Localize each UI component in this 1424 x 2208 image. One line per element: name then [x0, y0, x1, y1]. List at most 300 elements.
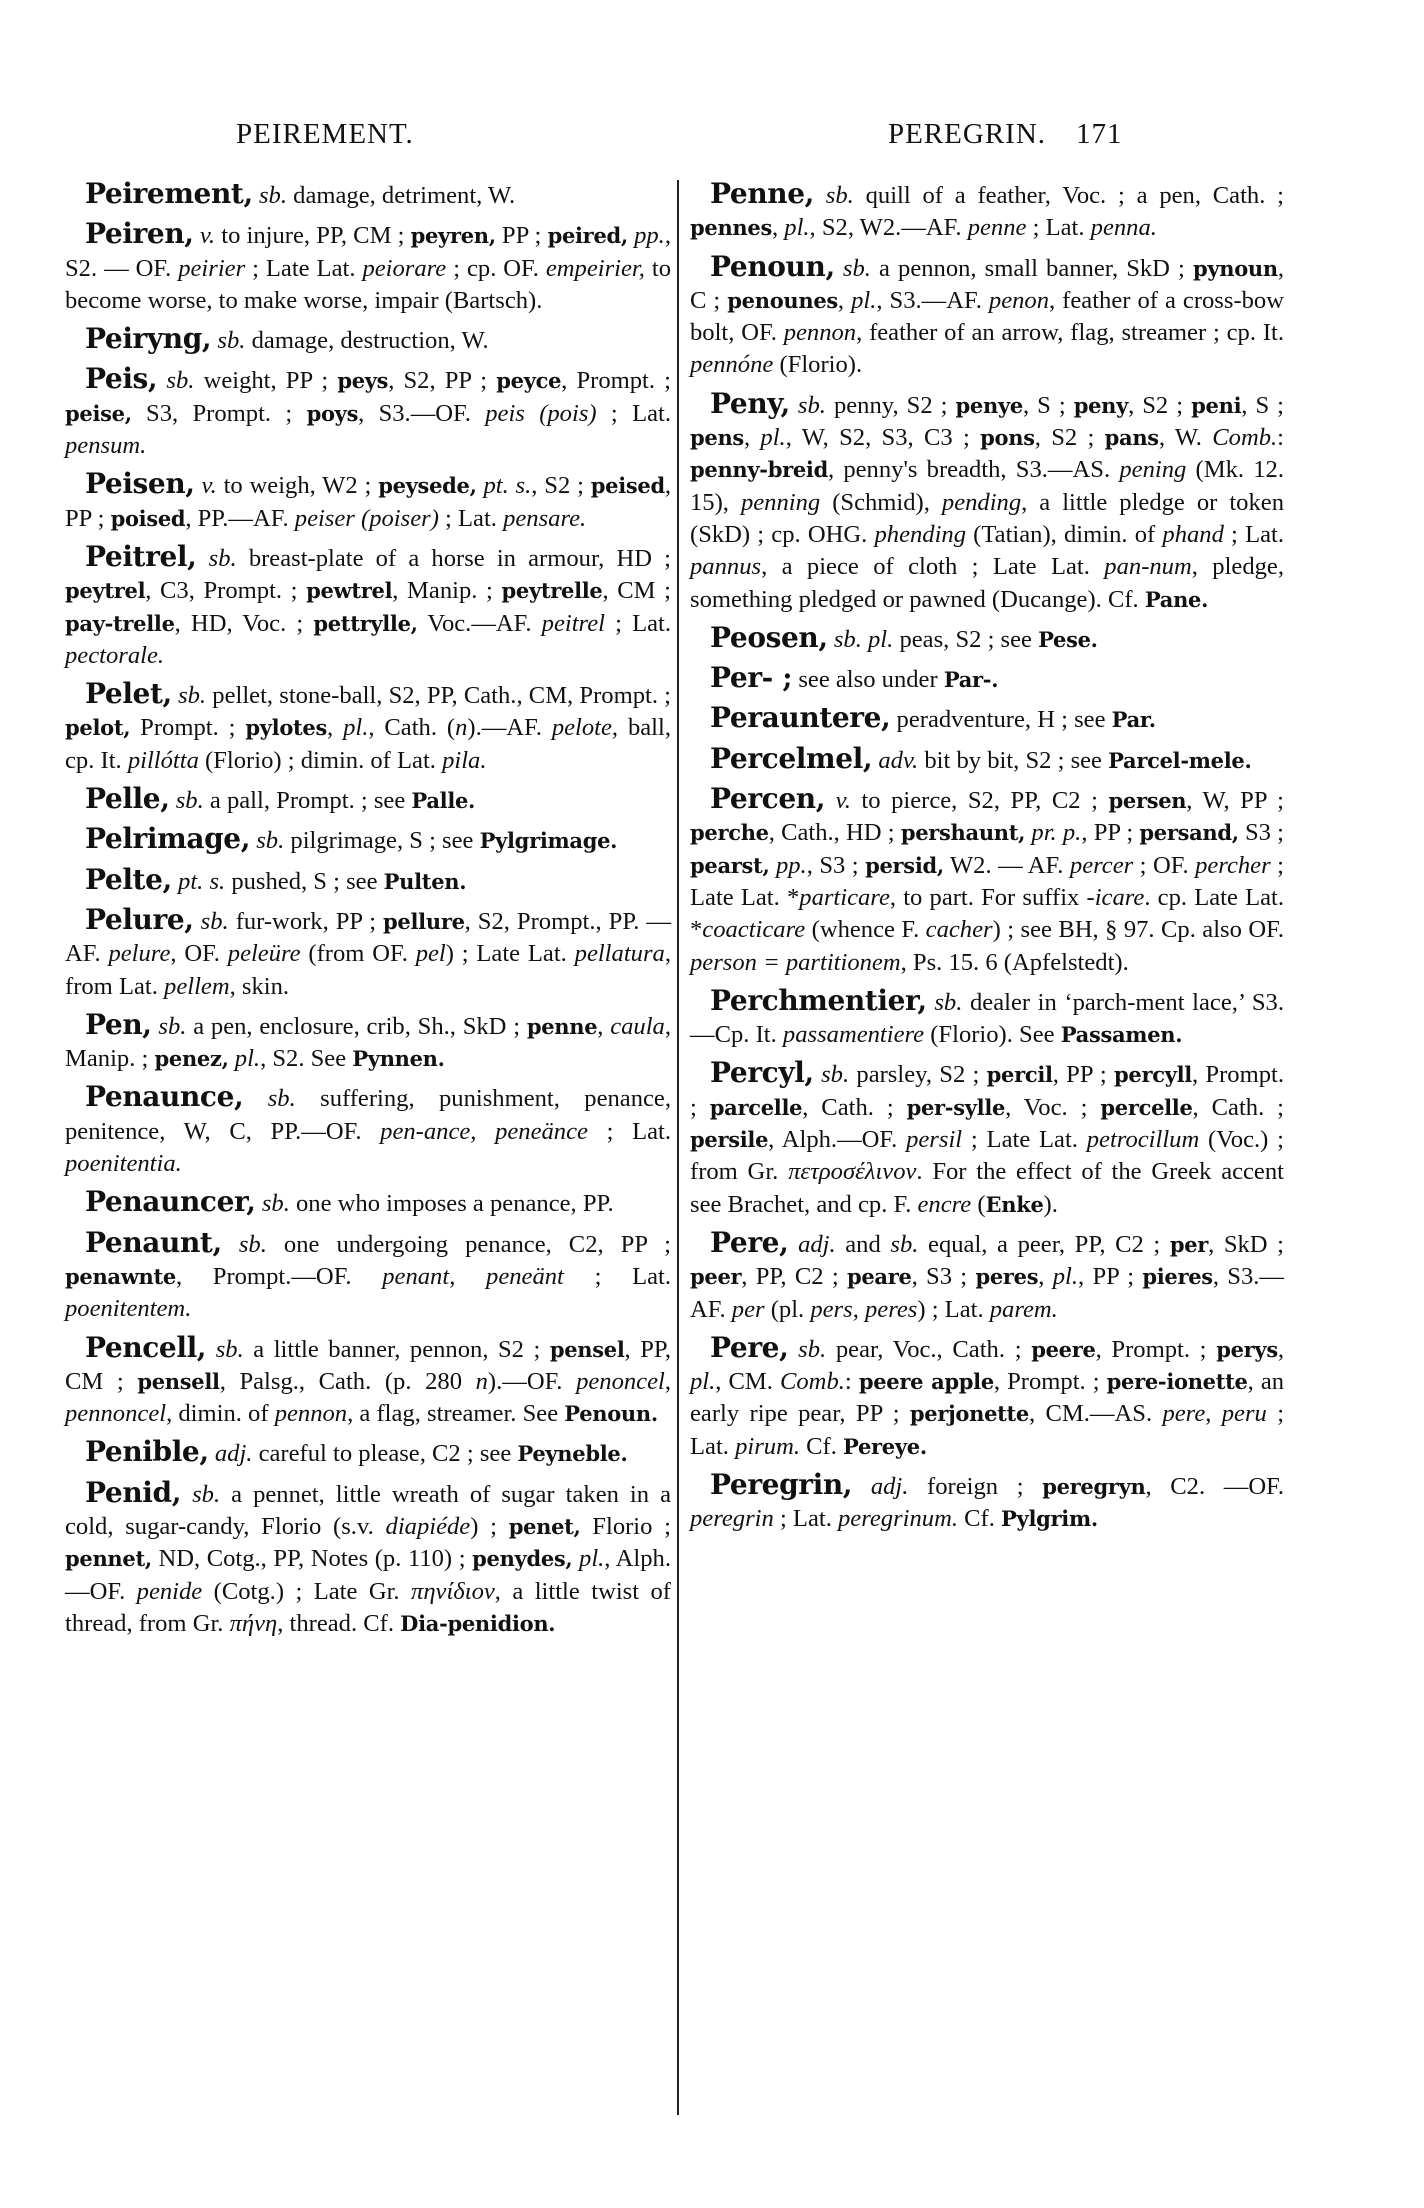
dictionary-entry [65, 541, 671, 672]
definition-text: , Alph.—OF. [65, 1545, 672, 1605]
definition-text: a pennet, little wreath of sugar taken in a cold, sugar-candy, Florio (s.v. [65, 1480, 671, 1540]
definition-text: ; Lat. [773, 1505, 838, 1533]
definition-text: ; cp. OF. [446, 254, 546, 282]
definition-text: S3 ; [1238, 819, 1285, 847]
headword: Percen, [710, 782, 826, 816]
italic-text: pr. p. [1031, 819, 1082, 847]
definition-text: quill of a feather, Voc. ; a pen, Cath. ; [853, 182, 1284, 209]
definition-text: ; Late Lat. [245, 254, 363, 282]
definition-text [788, 1336, 798, 1363]
italic-text: peiser (poiser) [294, 504, 439, 532]
dictionary-entry [65, 678, 671, 777]
italic-text: pannus [690, 553, 762, 581]
definition-text: foreign ; [908, 1472, 1043, 1500]
definition-text: weight, PP ; [194, 367, 338, 395]
headword: Pelrimage, [85, 822, 251, 856]
italic-text: pelote [551, 714, 612, 742]
italic-text: cacher [925, 916, 993, 944]
definition-text: , C ; [690, 254, 1284, 314]
headword: Penaunce, [85, 1080, 244, 1114]
definition-text: , S2 ; [531, 472, 591, 500]
headword: Pelure, [85, 902, 194, 936]
italic-text: person = partitionem [690, 948, 901, 976]
variant-form: pettrylle, [313, 610, 418, 636]
definition-text [814, 1061, 821, 1088]
italic-text: pan-num [1104, 553, 1192, 581]
italic-text: peirier [178, 254, 246, 282]
definition-text [825, 787, 836, 814]
variant-form: peyce [496, 368, 562, 394]
definition-text: ) ; Lat. [917, 1295, 990, 1323]
variant-form: penye [955, 392, 1023, 418]
variant-form: pershaunt, [900, 820, 1026, 846]
headword: Percyl, [710, 1056, 814, 1090]
definition-text: to pierce, S2, PP, C2 ; [850, 787, 1109, 815]
variant-form: peres [975, 1264, 1039, 1290]
definition-text: ; Lat. [438, 504, 504, 532]
definition-text: , a flag, streamer. See [347, 1400, 565, 1428]
definition-text: ; Late Lat. * [690, 851, 1284, 911]
definition-text [835, 255, 843, 282]
italic-text: adj. [798, 1230, 836, 1258]
italic-text: sb. [238, 1230, 267, 1258]
italic-text: pensare. [503, 504, 587, 532]
definition-text: , S ; [1241, 391, 1284, 419]
italic-text: pere [1162, 1400, 1206, 1428]
definition-text: (pl. [764, 1295, 811, 1323]
italic-text: phending [874, 520, 966, 548]
dictionary-entry [65, 904, 671, 1003]
variant-form: penawnte [65, 1263, 176, 1289]
definition-text: Cf. [958, 1505, 1002, 1533]
definition-text: , [664, 1367, 672, 1395]
italic-text: peregrinum. [838, 1505, 958, 1533]
definition-text: ; OF. [1133, 851, 1196, 879]
definition-text: , Prompt. ; [993, 1368, 1107, 1396]
italic-text: sb. [258, 182, 287, 209]
italic-text: pila. [442, 746, 487, 774]
italic-text: sb. [797, 391, 826, 419]
definition-text: , to part. For suffix - [889, 883, 1095, 911]
variant-form: percelle [1100, 1094, 1193, 1120]
italic-text: sb. [217, 327, 246, 355]
definition-text: , PP, CM ; [65, 1335, 671, 1395]
definition-text: , [327, 714, 344, 742]
variant-form: per-sylle [906, 1094, 1006, 1120]
dictionary-entry [65, 783, 671, 817]
headword: Per- ; [710, 661, 793, 695]
variant-form: pelot, [65, 715, 131, 741]
definition-text: Florio ; [580, 1512, 671, 1540]
definition-text: , S2, Prompt., PP. — AF. [65, 907, 672, 968]
italic-text: sb. [821, 1061, 850, 1089]
variant-form: peys [337, 368, 389, 394]
headword: Pelet, [85, 677, 172, 711]
definition-text: (Schmid), [820, 488, 942, 516]
variant-form: poised [110, 505, 186, 531]
definition-text: , Prompt. ; [690, 1061, 1284, 1121]
definition-text: ).—OF. [487, 1367, 577, 1395]
definition-text: (Florio). See [924, 1021, 1061, 1049]
headword: Peregrin, [710, 1467, 853, 1501]
definition-text: a pennon, small banner, SkD ; [870, 254, 1193, 282]
italic-text: sb. [798, 1335, 827, 1363]
definition-text: pear, Voc., Cath. ; [826, 1335, 1032, 1363]
variant-form: Par-. [943, 667, 999, 693]
variant-form: penez, [154, 1046, 229, 1072]
definition-text: , W. [1158, 424, 1213, 452]
column-divider [677, 180, 679, 2115]
italic-text: sb. [256, 827, 285, 855]
definition-text: and [835, 1230, 891, 1258]
definition-text: Cf. [800, 1432, 844, 1460]
italic-text: poenitentia. [65, 1150, 182, 1178]
dictionary-entry [690, 178, 1284, 245]
definition-text: , Ps. 15. 6 (Apfelstedt). [900, 948, 1129, 976]
variant-form: Pulten. [383, 868, 467, 894]
definition-text: (from OF. [300, 940, 416, 968]
definition-text: (Florio) ; dimin. of Lat. [198, 746, 443, 774]
headword: Peirement, [85, 177, 253, 210]
italic-text: caula [610, 1012, 665, 1040]
definition-text [788, 1231, 798, 1258]
headword: Perchmentier, [710, 983, 927, 1017]
dictionary-entry [65, 823, 671, 857]
definition-text: , dimin. of [166, 1400, 275, 1428]
italic-text: pl. [784, 214, 810, 242]
definition-text: damage, destruction, W. [245, 327, 489, 355]
variant-form: Parcel-mele. [1108, 747, 1252, 773]
definition-text: ) ; [470, 1512, 509, 1540]
italic-text: pl. [579, 1545, 605, 1573]
italic-text: per [731, 1295, 765, 1323]
variant-form: Pylgrim. [1001, 1506, 1098, 1532]
headword: Penoun, [710, 249, 835, 283]
variant-form: Par. [1111, 707, 1156, 733]
headword: Peiryng, [85, 322, 212, 356]
variant-form: pans [1104, 425, 1159, 451]
definition-text: ). [1043, 1190, 1058, 1218]
definition-text: , PP ; [65, 472, 671, 532]
variant-form: percil [986, 1062, 1053, 1088]
italic-text: n [475, 1367, 488, 1395]
headword: Percelmel, [710, 741, 873, 775]
variant-form: parcelle [709, 1094, 803, 1120]
variant-form: pynoun [1192, 255, 1278, 281]
definition-text: fur-work, PP ; [228, 907, 384, 935]
italic-text: adj. [214, 1440, 253, 1468]
variant-form: peni [1191, 392, 1242, 418]
variant-form: peytrelle [501, 578, 603, 604]
definition-text: equal, a peer, PP, C2 ; [918, 1230, 1170, 1258]
definition-text: , a piece of cloth ; Late Lat. [761, 553, 1105, 581]
definition-text: one who imposes a penance, PP. [289, 1190, 614, 1218]
variant-form: peysede, [378, 473, 477, 499]
definition-text: one undergoing penance, C2, PP ; [266, 1230, 671, 1258]
italic-text: pl. [760, 424, 786, 452]
variant-form: pensel [549, 1336, 625, 1362]
italic-text: penon [988, 286, 1050, 314]
definition-text: ND, Cotg., PP, Notes (p. 110) ; [151, 1545, 473, 1573]
italic-text: sb. [215, 1335, 244, 1363]
variant-form: peere [1031, 1336, 1096, 1362]
definition-text: parsley, S2 ; [849, 1061, 987, 1089]
dictionary-entry [65, 1477, 671, 1640]
variant-form: peise, [65, 400, 132, 426]
italic-text: poenitentem. [65, 1295, 192, 1323]
definition-text: , PP ; [1081, 819, 1140, 847]
italic-text: peregrin [690, 1505, 774, 1533]
definition-text: peradventure, H ; see [890, 706, 1112, 734]
italic-text: sb. [200, 907, 229, 935]
definition-text: ; Late Lat. [962, 1126, 1087, 1154]
italic-text: adv. [878, 746, 919, 774]
italic-text: pp. [634, 222, 665, 250]
dictionary-entry [65, 864, 671, 898]
definition-text: , S ; [1022, 391, 1074, 419]
definition-text: , PP ; [1052, 1061, 1115, 1089]
definition-text: , CM.—AS. [1029, 1400, 1163, 1428]
definition-text: , thread. Cf. [277, 1609, 401, 1637]
italic-text: sb. [261, 1190, 290, 1218]
definition-text [814, 182, 826, 209]
definition-text: : [1277, 424, 1285, 452]
definition-text: PP ; [495, 222, 548, 250]
italic-text: pending [941, 488, 1022, 516]
definition-text: ; Lat. [690, 1400, 1285, 1460]
definition-text: , an early ripe pear, PP ; [690, 1368, 1285, 1428]
dictionary-entry [65, 1081, 671, 1180]
definition-text: , [837, 286, 852, 314]
definition-text: penny, S2 ; [825, 391, 956, 419]
italic-text: phand [1162, 520, 1224, 548]
italic-text: pel [415, 940, 446, 968]
italic-text: parem. [989, 1295, 1058, 1323]
headword: Pelle, [85, 782, 170, 816]
italic-text: sb. [890, 1230, 919, 1258]
definition-text: , S2 ; [1128, 391, 1192, 419]
definition-text: , S3.—AF. [690, 1263, 1285, 1323]
dictionary-entry [65, 1227, 671, 1326]
definition-text: , S2 ; [1034, 424, 1105, 452]
definition-text: , feather of a cross-bow bolt, OF. [690, 286, 1284, 347]
definition-text: , W, S2, S3, C3 ; [785, 424, 981, 452]
definition-text: (Cotg.) ; Late Gr. [202, 1577, 412, 1605]
definition-text: Prompt. ; [130, 714, 246, 742]
definition-text: , Voc. ; [1005, 1093, 1101, 1121]
italic-text: pp. [775, 851, 807, 879]
definition-text [196, 545, 208, 572]
variant-form: Pane. [1144, 586, 1209, 612]
dictionary-entry [65, 1186, 671, 1220]
headword: Pencell, [85, 1330, 207, 1364]
variant-form: penny-breid [690, 457, 828, 483]
headword: Peiren, [85, 217, 194, 251]
variant-form: persand, [1139, 820, 1239, 846]
headword: Peis, [85, 362, 158, 396]
definition-text: ) ; see BH, § 97. Cp. also OF. [992, 916, 1284, 944]
definition-text: (whence F. [805, 916, 926, 944]
definition-text [243, 1085, 267, 1112]
definition-text: ( [971, 1190, 986, 1218]
italic-text: pennoncel [65, 1400, 167, 1428]
italic-text: peiorare [362, 254, 447, 282]
headword: Peny, [710, 386, 790, 420]
italic-text: peru [1221, 1400, 1267, 1428]
definition-text: a pen, enclosure, crib, Sh., SkD ; [186, 1012, 527, 1040]
headword: Peisen, [85, 467, 195, 501]
definition-text: , S2. See [260, 1045, 353, 1073]
definition-text [852, 1473, 871, 1500]
definition-text: , Prompt. ; [561, 367, 671, 395]
variant-form: peised [590, 473, 665, 499]
definition-text: , Alph.—OF. [768, 1126, 907, 1154]
variant-form: Peyneble. [517, 1441, 628, 1467]
page-number: 171 [1076, 118, 1123, 150]
italic-text: pennon [274, 1400, 348, 1428]
variant-form: poys [306, 400, 359, 426]
headword: Penible, [85, 1435, 209, 1469]
definition-text: ; Lat. [1026, 214, 1091, 242]
italic-text: peis (pois) [485, 399, 597, 427]
variant-form: peregryn [1042, 1473, 1146, 1499]
italic-text: pennóne [690, 351, 774, 379]
definition-text: , ball, cp. It. [65, 714, 671, 774]
definition-text: (Voc.) ; from Gr. [690, 1126, 1284, 1186]
definition-text: , Manip. ; [392, 577, 502, 605]
definition-text: (Mk. 12. 15), [690, 456, 1285, 516]
variant-form: persid, [865, 852, 944, 878]
dictionary-entry [65, 1009, 671, 1076]
definition-text: damage, detriment, W. [287, 182, 516, 209]
dictionary-entry [690, 622, 1284, 656]
italic-text: πετροσέλινον [788, 1158, 917, 1186]
definition-text: dealer in ‘parch-ment lace,’ S3.—Cp. It. [690, 988, 1284, 1049]
variant-form: peny [1073, 392, 1129, 418]
variant-form: pennes [690, 215, 772, 241]
headword: Penaunt, [85, 1225, 222, 1259]
definition-text: suffering, punishment, penance, penitence, W, C, PP.—OF. [65, 1085, 671, 1145]
headword: Peitrel, [85, 539, 197, 573]
italic-text: sb. [192, 1480, 221, 1508]
variant-form: peer [690, 1264, 742, 1290]
dictionary-entry [690, 702, 1284, 736]
italic-text: pelure [108, 940, 171, 968]
dictionary-entry [690, 1332, 1284, 1463]
definition-text: , Cath. ( [368, 714, 456, 742]
italic-text: pensum. [65, 432, 147, 460]
definition-text: , [771, 214, 785, 242]
italic-text: petrocillum [1086, 1126, 1200, 1154]
definition-text: ; Lat. [604, 609, 671, 637]
variant-form: per [1169, 1231, 1209, 1257]
definition-text: ).—AF. [467, 714, 552, 742]
dictionary-entry [690, 743, 1284, 777]
variant-form: pennet, [65, 1546, 152, 1572]
italic-text: sb. [158, 1012, 187, 1040]
italic-text: pers, peres [810, 1295, 918, 1323]
definition-text: . cp. Late Lat. * [690, 883, 1284, 944]
variant-form: persen [1108, 788, 1187, 814]
right-column [690, 178, 1284, 1542]
italic-text: sb. [267, 1085, 296, 1113]
italic-text: pl. [234, 1045, 261, 1073]
variant-form: Passamen. [1060, 1022, 1183, 1048]
definition-text: , from Lat. [65, 940, 671, 1000]
italic-text: adj. [870, 1472, 909, 1500]
italic-text: n [455, 714, 468, 742]
running-header [0, 118, 1424, 168]
variant-form: perche [690, 820, 769, 846]
definition-text: , C3, Prompt. ; [145, 577, 307, 605]
italic-text: percher [1195, 851, 1271, 879]
definition-text: to become worse, to make worse, impair (Bartsch). [65, 254, 672, 314]
italic-text: pt. s. [483, 472, 532, 500]
variant-form: pensell [137, 1368, 220, 1394]
headword: Penid, [85, 1475, 182, 1509]
definition-text: , [1205, 1400, 1222, 1428]
definition-text: , S2, W2.—AF. [809, 214, 968, 242]
italic-text: pt. s. [178, 867, 226, 895]
definition-text: ; Lat. [563, 1262, 672, 1290]
definition-text: , C2. —OF. [1145, 1472, 1284, 1500]
definition-text: , CM. [715, 1368, 780, 1396]
definition-text [194, 908, 201, 935]
definition-text: , S3 ; [806, 851, 866, 879]
definition-text: , Cath. ; [1192, 1093, 1284, 1121]
variant-form: peytrel [65, 578, 146, 604]
italic-text: pl. [1052, 1263, 1078, 1291]
definition-text: ) ; Late Lat. [445, 940, 575, 968]
variant-form: pons [980, 425, 1035, 451]
definition-text [181, 1481, 192, 1508]
italic-text: v. [835, 787, 851, 815]
variant-form: Palle. [411, 788, 476, 814]
definition-text: , Prompt. ; [1095, 1335, 1217, 1363]
variant-form: pens [690, 425, 744, 451]
italic-text: pening [1119, 456, 1187, 484]
variant-form: Dia-penidion. [400, 1610, 556, 1636]
definition-text: (Tatian), dimin. of [966, 520, 1163, 548]
italic-text: sb. [842, 254, 871, 282]
left-column [65, 178, 671, 1646]
definition-text: , [449, 1262, 487, 1290]
italic-text: coacticare [702, 916, 806, 944]
italic-text: sb. pl. [833, 625, 894, 653]
definition-text: , penny's breadth, S3.—AS. [827, 456, 1120, 484]
definition-text: Voc.—AF. [417, 609, 542, 637]
definition-text: , pledge, something pledged or pawned (Ducange). Cf. [690, 553, 1284, 613]
variant-form: peyren, [410, 223, 496, 249]
italic-text: v. [201, 472, 217, 500]
definition-text: , Prompt.—OF. [175, 1262, 383, 1290]
italic-text: penoncel [576, 1367, 665, 1395]
italic-text: v. [199, 222, 216, 250]
headword: Pere, [710, 1330, 789, 1364]
headword: Penauncer, [85, 1185, 256, 1219]
definition-text: peas, S2 ; see [893, 625, 1039, 653]
left-running-head: PEIREMENT. [236, 118, 414, 150]
dictionary-entry [690, 985, 1284, 1052]
dictionary-entry [65, 1436, 671, 1470]
dictionary-entry [65, 363, 671, 462]
definition-text: , OF. [170, 940, 228, 968]
variant-form: pylotes [245, 715, 328, 741]
variant-form: penne [526, 1013, 598, 1039]
italic-text: penna. [1090, 214, 1157, 242]
variant-form: perjonette [909, 1401, 1029, 1427]
definition-text: , S2. — OF. [65, 222, 671, 282]
